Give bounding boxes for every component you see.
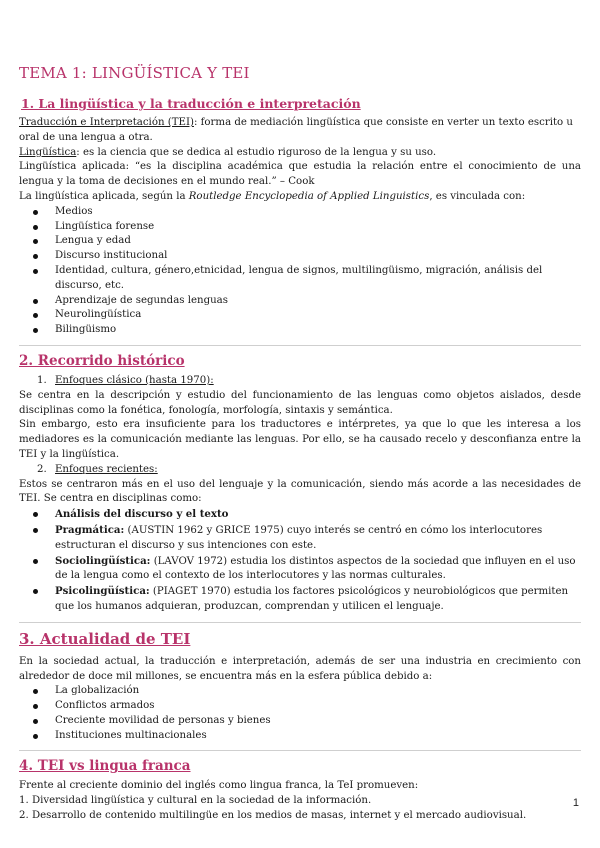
definition-linguistica-text: : es la ciencia que se dedica al estudio riguroso de la lengua y su uso. [76, 146, 437, 158]
list-item: Neurolingüística [19, 308, 581, 323]
enfoques-list-1 [19, 374, 581, 389]
definition-tei-text: : forma de mediación lingüística que consiste en verter un texto escrito u oral de una lengua a otra. [19, 117, 573, 143]
encyclopedia-title: Routledge Encyclopedia of Applied Linguistics [188, 190, 430, 202]
disciplines-list [19, 507, 581, 615]
applied-linguistics-intro [19, 190, 581, 205]
discipline-text: (PIAGET 1970) estudia los factores psicológicos y neurobiológicos que permiten que los humanos adquieran, produzcan, comprendan y utilicen el lenguaje. [55, 586, 569, 612]
list-item: Aprendizaje de segundas lenguas [19, 294, 581, 309]
section-divider [19, 750, 581, 751]
term-tei: Traducción e Interpretación (TEI) [19, 117, 194, 128]
discipline-name: Psicolingüística: [55, 585, 150, 598]
enfoque-clasico [19, 374, 581, 389]
list-item: Lengua y edad [19, 234, 581, 249]
list-item [19, 584, 581, 615]
intro-before: La lingüística aplicada, según la [19, 190, 189, 202]
list-item: Lingüística forense [19, 220, 581, 235]
actualidad-list [19, 684, 581, 743]
term-linguistica: Lingüística [19, 146, 77, 158]
page-number: 1 [572, 797, 579, 809]
discipline-name: Pragmática: [55, 523, 125, 536]
applied-linguistics-list [19, 205, 581, 338]
section-4-heading: 4. TEI vs lingua franca [19, 758, 191, 775]
discipline-text: (AUSTIN 1962 y GRICE 1975) cuyo interés se centró en cómo los interlocutores estructuran el discurso y sus intenciones con este. [55, 524, 543, 551]
intro-after: , es vinculada con: [429, 190, 526, 202]
document-page [19, 64, 581, 824]
list-number: 2. [37, 463, 47, 475]
section-3-heading: 3. Actualidad de TEI [19, 629, 191, 648]
enfoque-clasico-label: Enfoques clásico (hasta 1970): [55, 374, 214, 386]
enfoque-clasico-paragraph-1: Se centra en la descripción y estudio del funcionamiento de las lenguas como objetos aislados, desde disciplinas como la fonética, fonología, morfología, sintaxis y semántica. [19, 389, 581, 416]
discipline-text: (LAVOV 1972) estudia los distintos aspectos de la sociedad que influyen en el uso de la lengua como el contexto de los interlocutores y las normas culturales. [55, 555, 576, 582]
section-1-heading: 1. La lingüística y la traducción e interpretación [21, 96, 361, 111]
list-item: Instituciones multinacionales [19, 729, 581, 744]
list-item: Discurso institucional [19, 249, 581, 264]
actualidad-paragraph: En la sociedad actual, la traducción e interpretación, además de ser una industria en crecimiento con alrededor de doce mil millones, se encuentra más en la esfera pública debido a: [19, 655, 581, 682]
lingua-franca-intro: Frente al creciente dominio del inglés como lingua franca, la TeI promueven: [19, 780, 419, 792]
list-item: Medios [19, 205, 581, 220]
list-item: Identidad, cultura, género,etnicidad, lengua de signos, multilingüismo, migración, análisis del discurso, etc. [19, 264, 581, 294]
list-item: Creciente movilidad de personas y bienes [19, 714, 581, 729]
list-item [19, 507, 581, 523]
section-divider [19, 345, 581, 346]
list-item: Bilingüismo [19, 323, 581, 338]
page-title: TEMA 1: LINGÜÍSTICA Y TEI [19, 64, 250, 82]
enfoque-reciente-paragraph: Estos se centraron más en el uso del lenguaje y la comunicación, siendo más acorde a las necesidades de TEI. Se centra en disciplinas como: [19, 478, 581, 505]
enfoques-list-2 [19, 463, 581, 478]
section-divider [19, 622, 581, 623]
discipline-name: Análisis del discurso y el texto [55, 508, 229, 521]
list-number: 1. [37, 374, 47, 386]
enfoque-clasico-paragraph-2: Sin embargo, esto era insuficiente para los traductores e intérpretes, ya que lo que les interesa a los mediadores es la comunicación mediante las lenguas. Por ello, se ha causado recelo y desconfianza entre la TEI y la lingüística. [19, 419, 581, 460]
list-item [19, 554, 581, 585]
list-item: Conflictos armados [19, 699, 581, 714]
definition-tei [19, 116, 581, 146]
section-2-heading: 2. Recorrido histórico [19, 352, 185, 369]
list-item [19, 523, 581, 554]
definition-linguistica [19, 146, 581, 161]
quote-cook: Lingüística aplicada: “es la disciplina académica que estudia la relación entre el conocimiento de una lengua y la toma de decisiones en el mundo real.” – Cook [19, 161, 581, 188]
enfoque-reciente-label: Enfoques recientes: [55, 463, 158, 475]
lingua-franca-point-2: 2. Desarrollo de contenido multilingüe en los medios de masas, internet y el mercado audiovisual. [19, 810, 527, 822]
discipline-name: Sociolingüística: [55, 554, 151, 567]
enfoque-reciente [19, 463, 581, 478]
list-item: La globalización [19, 684, 581, 699]
lingua-franca-point-1: 1. Diversidad lingüística y cultural en la sociedad de la información. [19, 795, 372, 807]
